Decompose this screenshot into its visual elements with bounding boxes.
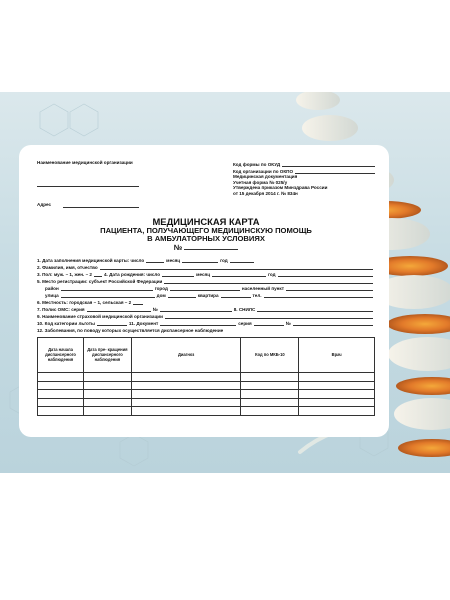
form-header: [37, 155, 375, 207]
document-number-label: №: [285, 320, 291, 326]
phone-field[interactable]: [264, 293, 373, 298]
apartment-field[interactable]: [221, 293, 251, 298]
table-cell[interactable]: [241, 398, 299, 407]
col-start-date: Дата начала диспансерного наблюдения: [38, 338, 84, 373]
region-field[interactable]: [164, 279, 373, 284]
table-cell[interactable]: [241, 390, 299, 399]
snils-field[interactable]: [257, 307, 373, 312]
col-doctor: Врач: [299, 338, 375, 373]
benefit-code-label: 10. Код категории льготы: [37, 320, 95, 326]
approval-line-1: Утверждена приказом Минздрава России: [233, 185, 328, 191]
doc-label: Медицинская документация: [233, 174, 298, 179]
approval-line-2: от 15 декабря 2014 г. № 834н: [233, 191, 298, 197]
form-number: Учетная форма № 025/у: [233, 179, 288, 185]
field-row-10: [37, 319, 375, 326]
street-label: улица: [45, 292, 59, 298]
table-cell[interactable]: [299, 407, 375, 416]
full-name-label: 2. Фамилия, имя, отчество: [37, 264, 98, 270]
table-cell[interactable]: [131, 407, 241, 416]
number-sign: №: [173, 243, 183, 253]
field-row-12: [37, 326, 375, 333]
table-row: [38, 373, 375, 382]
field-row-5: [37, 277, 375, 284]
apartment-label: квартира: [197, 292, 219, 298]
birth-year-field[interactable]: [278, 272, 373, 277]
field-row-2: [37, 263, 375, 270]
fill-year-label: год: [220, 257, 228, 263]
okpo-label: Код организации по ОКПО: [233, 168, 294, 174]
address-label: Адрес: [37, 202, 52, 207]
field-row-3: [37, 270, 375, 277]
document-number-field[interactable]: [293, 321, 373, 326]
col-end-date: Дата пре- кращения диспансерного наблюдения: [83, 338, 131, 373]
insurer-field[interactable]: [165, 314, 373, 319]
form-fields: [37, 256, 375, 333]
birth-day-field[interactable]: [162, 272, 194, 277]
fill-year-field[interactable]: [230, 258, 254, 263]
field-row-5c: [37, 291, 375, 298]
oms-series-field[interactable]: [87, 307, 151, 312]
sex-label: 3. Пол: муж. – 1, жен. – 2: [37, 271, 92, 277]
oms-number-field[interactable]: [160, 307, 232, 312]
table-cell[interactable]: [38, 407, 84, 416]
document-label: 11. Документ: [128, 320, 159, 326]
street-field[interactable]: [61, 293, 155, 298]
col-diagnosis: Диагноз: [131, 338, 241, 373]
house-field[interactable]: [168, 293, 196, 298]
document-field[interactable]: [160, 321, 236, 326]
org-name-line[interactable]: [37, 186, 139, 187]
okpo-field[interactable]: [295, 169, 375, 174]
fill-day-field[interactable]: [146, 258, 164, 263]
sex-field[interactable]: [94, 272, 102, 277]
table-header-row: [38, 338, 375, 373]
okud-label: Код формы по ОКУД: [233, 161, 281, 167]
table-cell[interactable]: [38, 398, 84, 407]
card-number-field[interactable]: [184, 243, 238, 250]
title-line-2: ПАЦИЕНТА, ПОЛУЧАЮЩЕГО МЕДИЦИНСКУЮ ПОМОЩЬ: [100, 225, 312, 235]
table-row: [38, 398, 375, 407]
table-cell[interactable]: [241, 407, 299, 416]
field-row-6: [37, 298, 375, 305]
birth-month-label: месяц: [196, 271, 211, 277]
table-cell[interactable]: [131, 381, 241, 390]
table-cell[interactable]: [241, 381, 299, 390]
settlement-field[interactable]: [286, 286, 373, 291]
table-cell[interactable]: [299, 390, 375, 399]
document-series-label: серия: [238, 320, 252, 326]
district-field[interactable]: [61, 286, 153, 291]
table-cell[interactable]: [83, 373, 131, 382]
district-label: район: [45, 285, 59, 291]
medical-card-form: [19, 145, 389, 437]
table-cell[interactable]: [299, 373, 375, 382]
full-name-field[interactable]: [100, 265, 373, 270]
oms-policy-label: 7. Полис ОМС: серия: [37, 306, 85, 312]
table-cell[interactable]: [299, 398, 375, 407]
table-row: [38, 381, 375, 390]
form-title: [37, 217, 375, 252]
field-row-7: [37, 305, 375, 312]
table-cell[interactable]: [131, 390, 241, 399]
table-row: [38, 390, 375, 399]
table-cell[interactable]: [241, 373, 299, 382]
table-row: [38, 407, 375, 416]
table-cell[interactable]: [38, 390, 84, 399]
document-series-field[interactable]: [254, 321, 284, 326]
fill-month-field[interactable]: [182, 258, 218, 263]
settlement-label: населенный пункт: [241, 285, 284, 291]
phone-label: тел.: [252, 292, 262, 298]
title-line-3: В АМБУЛАТОРНЫХ УСЛОВИЯХ: [147, 234, 265, 244]
dispensary-label: 12. Заболевания, по поводу которых осуществляется диспансерное наблюдение: [37, 327, 224, 333]
benefit-code-field[interactable]: [97, 321, 127, 326]
table-cell[interactable]: [83, 407, 131, 416]
field-row-9: [37, 312, 375, 319]
fill-month-label: месяц: [166, 257, 181, 263]
fill-date-label: 1. Дата заполнения медицинской карты: число: [37, 257, 145, 263]
table-cell[interactable]: [299, 381, 375, 390]
card-number-row: [37, 243, 375, 252]
house-label: дом: [156, 292, 166, 298]
col-icd10-code: Код по МКБ-10: [241, 338, 299, 373]
birth-date-label: 4. Дата рождения: число: [104, 271, 161, 277]
city-field[interactable]: [170, 286, 240, 291]
locality-field[interactable]: [133, 300, 143, 305]
table-cell[interactable]: [83, 390, 131, 399]
city-label: город: [154, 285, 168, 291]
locality-label: 6. Местность: городская – 1, сельская – 2: [37, 299, 132, 305]
title-line-1: МЕДИЦИНСКАЯ КАРТА: [152, 216, 260, 227]
field-row-5b: [37, 284, 375, 291]
oms-number-label: №: [152, 306, 158, 312]
table-cell[interactable]: [38, 373, 84, 382]
table-cell[interactable]: [83, 398, 131, 407]
table-cell[interactable]: [83, 381, 131, 390]
address-line[interactable]: [63, 207, 139, 208]
birth-year-label: год: [268, 271, 276, 277]
field-row-1: [37, 256, 375, 263]
snils-label: 8. СНИЛС: [233, 306, 256, 312]
registration-label: 5. Место регистрации: субъект Российской Федерации: [37, 278, 163, 284]
okud-field[interactable]: [282, 162, 375, 167]
dispensary-table: [37, 337, 375, 416]
birth-month-field[interactable]: [212, 272, 266, 277]
table-cell[interactable]: [38, 381, 84, 390]
form-codes: [233, 160, 375, 197]
insurer-label: 9. Наименование страховой медицинской организации: [37, 313, 163, 319]
org-name-label: Наименование медицинской организации: [37, 160, 133, 165]
table-cell[interactable]: [131, 373, 241, 382]
table-cell[interactable]: [131, 398, 241, 407]
